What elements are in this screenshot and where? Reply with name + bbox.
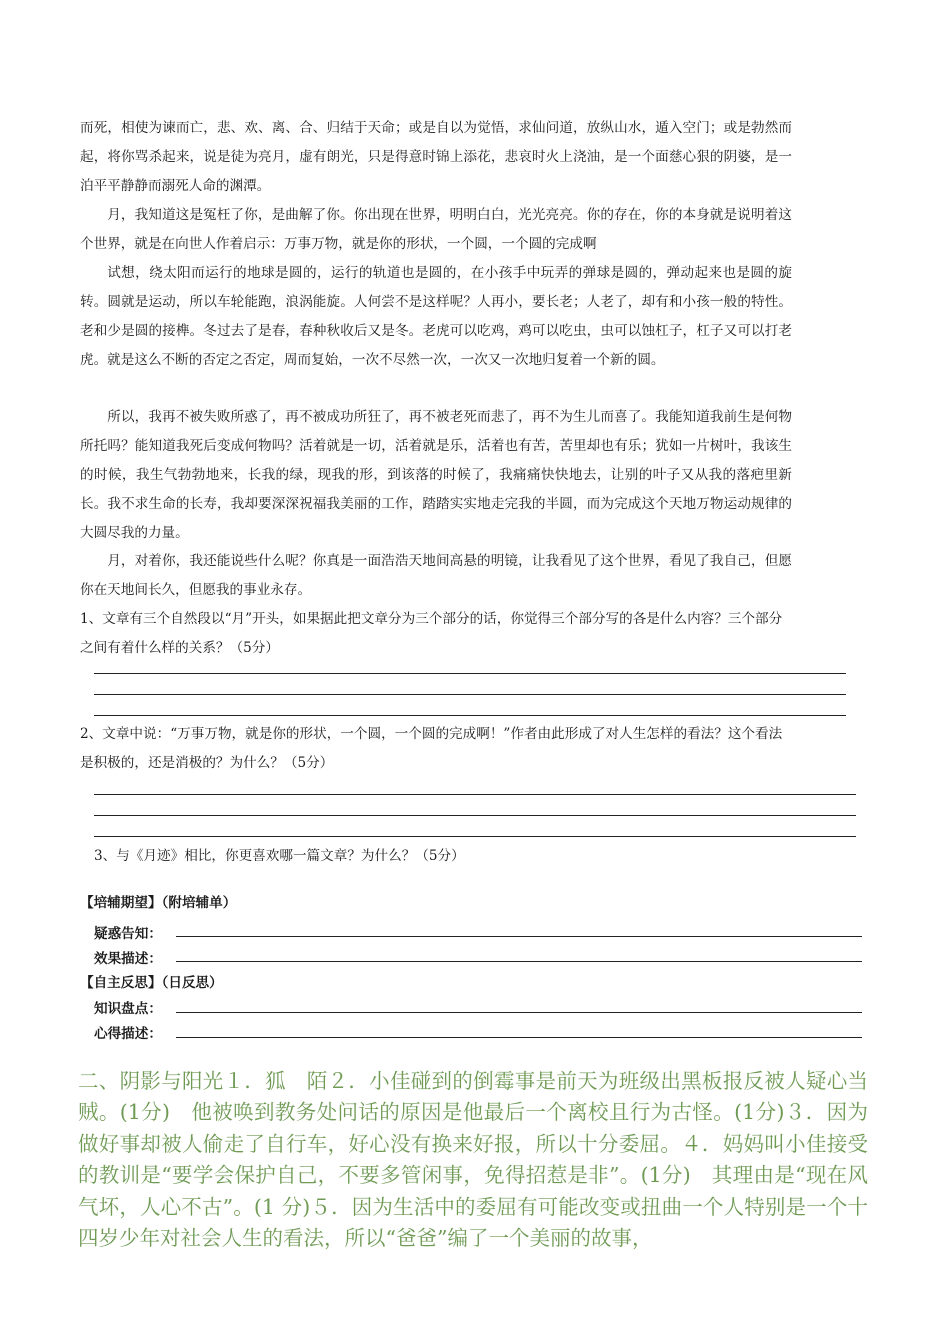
question-2: 2、文章中说：“万事万物，就是你的形状，一个圆，一个圆的完成啊！”作者由此形成了对人生怎样的看法？这个看法是积极的，还是消极的？为什么？（5分） xyxy=(80,726,783,771)
zizhu-field-2-line[interactable] xyxy=(176,1037,862,1038)
zizhu-section-header xyxy=(80,971,223,991)
zizhu-field-1-line[interactable] xyxy=(176,1012,862,1013)
peifu-field-2-label: 效果描述： xyxy=(94,951,162,967)
peifu-field-1-label: 疑惑告知： xyxy=(94,926,162,942)
paragraph-5: 月，对着你，我还能说些什么呢？你真是一面浩浩天地间高悬的明镜，让我看见了这个世界，看见了我自己，但愿你在天地间长久，但愿我的事业永存。 xyxy=(80,553,792,598)
peifu-note: （附培辅单） xyxy=(161,895,237,911)
paragraph-3: 试想，绕太阳而运行的地球是圆的，运行的轨道也是圆的，在小孩手中玩弄的弹球是圆的，弹动起来也是圆的旋转。圆就是运动，所以车轮能跑，浪涡能旋。人何尝不是这样呢？人再小，要长老；人老了，却有和小孩一般的特性。老和少是圆的接榫。冬过去了是春，春种秋收后又是冬。老虎可以吃鸡，鸡可以吃虫，虫可以蚀杠子，杠子又可以打老虎。就是这么不断的否定之否定，周而复始，一次不尽然一次，一次又一次地归复着一个新的圆。 xyxy=(80,265,792,368)
answer-line-q2-a[interactable] xyxy=(94,794,856,795)
question-3: 3、与《月迹》相比，你更喜欢哪一篇文章？为什么？（5分） xyxy=(94,848,465,864)
paragraph-4: 所以，我再不被失败所惑了，再不被成功所狂了，再不被老死而悲了，再不为生儿而喜了。我能知道我前生是何物所托吗？能知道我死后变成何物吗？活着就是一切，活着就是乐，活着也有苦，苦里却也有乐；犹如一片树叶，我该生的时候，我生气勃勃地来，长我的绿，现我的形，到该落的时候了，我痛痛快快地去，让别的叶子又从我的落疤里新长。我不求生命的长寿，我却要深深祝福我美丽的工作，踏踏实实地走完我的半圆，而为完成这个天地万物运动规律的大圆尽我的力量。 xyxy=(80,409,792,541)
answer-line-q1-a[interactable] xyxy=(94,673,846,674)
answer-line-q2-c[interactable] xyxy=(94,836,856,837)
answer-line-q2-b[interactable] xyxy=(94,815,856,816)
peifu-field-2-line[interactable] xyxy=(176,961,862,962)
zizhu-title: 【自主反思】 xyxy=(80,975,162,991)
peifu-section-header xyxy=(80,891,236,911)
paragraph-2: 月，我知道这是冤枉了你，是曲解了你。你出现在世界，明明白白，光光亮亮。你的存在，你的本身就是说明着这个世界，就是在向世人作着启示：万事万物，就是你的形状，一个圆，一个圆的完成啊 xyxy=(80,207,792,252)
zizhu-field-2-label: 心得描述： xyxy=(94,1026,162,1042)
answer-key-text: 二、阴影与阳光１．狐 陌２．小佳碰到的倒霉事是前天为班级出黑板报反被人疑心当贼。(1分) 他被唤到教务处问话的原因是他最后一个离校且行为古怪。(1分)３．因为做好事却被人偷走了自行车，好心没有换来好报，所以十分委屈。４．妈妈叫小佳接受的教训是“要学会保护自己，不要多管闲事，免得招惹是非”。(1分) 其理由是“现在风气坏，人心不古”。(1 分)５．因为生活中的委屈有可能改变或扭曲一个人特别是一个十四岁少年对社会人生的看法，所以“爸爸”编了一个美丽的故事， xyxy=(78,1069,868,1251)
zizhu-field-1-label: 知识盘点： xyxy=(94,1001,162,1017)
peifu-title: 【培辅期望】 xyxy=(80,895,162,911)
zizhu-note: （日反思） xyxy=(161,975,223,991)
answer-line-q1-b[interactable] xyxy=(94,694,846,695)
question-1: 1、文章有三个自然段以“月”开头，如果据此把文章分为三个部分的话，你觉得三个部分写的各是什么内容？三个部分之间有着什么样的关系？（5分） xyxy=(80,611,783,656)
peifu-field-1-line[interactable] xyxy=(176,936,862,937)
paragraph-1: 而死，相使为谏而亡，悲、欢、离、合、归结于天命；或是自以为觉悟，求仙问道，放纵山水，遁入空门；或是勃然而起，将你骂杀起来，说是徒为亮月，虚有朗光，只是得意时锦上添花，悲哀时火上浇油，是一个面慈心狠的阴婆，是一泊平平静静而溺死人命的渊潭。 xyxy=(80,120,792,194)
answer-line-q1-c[interactable] xyxy=(94,715,846,716)
